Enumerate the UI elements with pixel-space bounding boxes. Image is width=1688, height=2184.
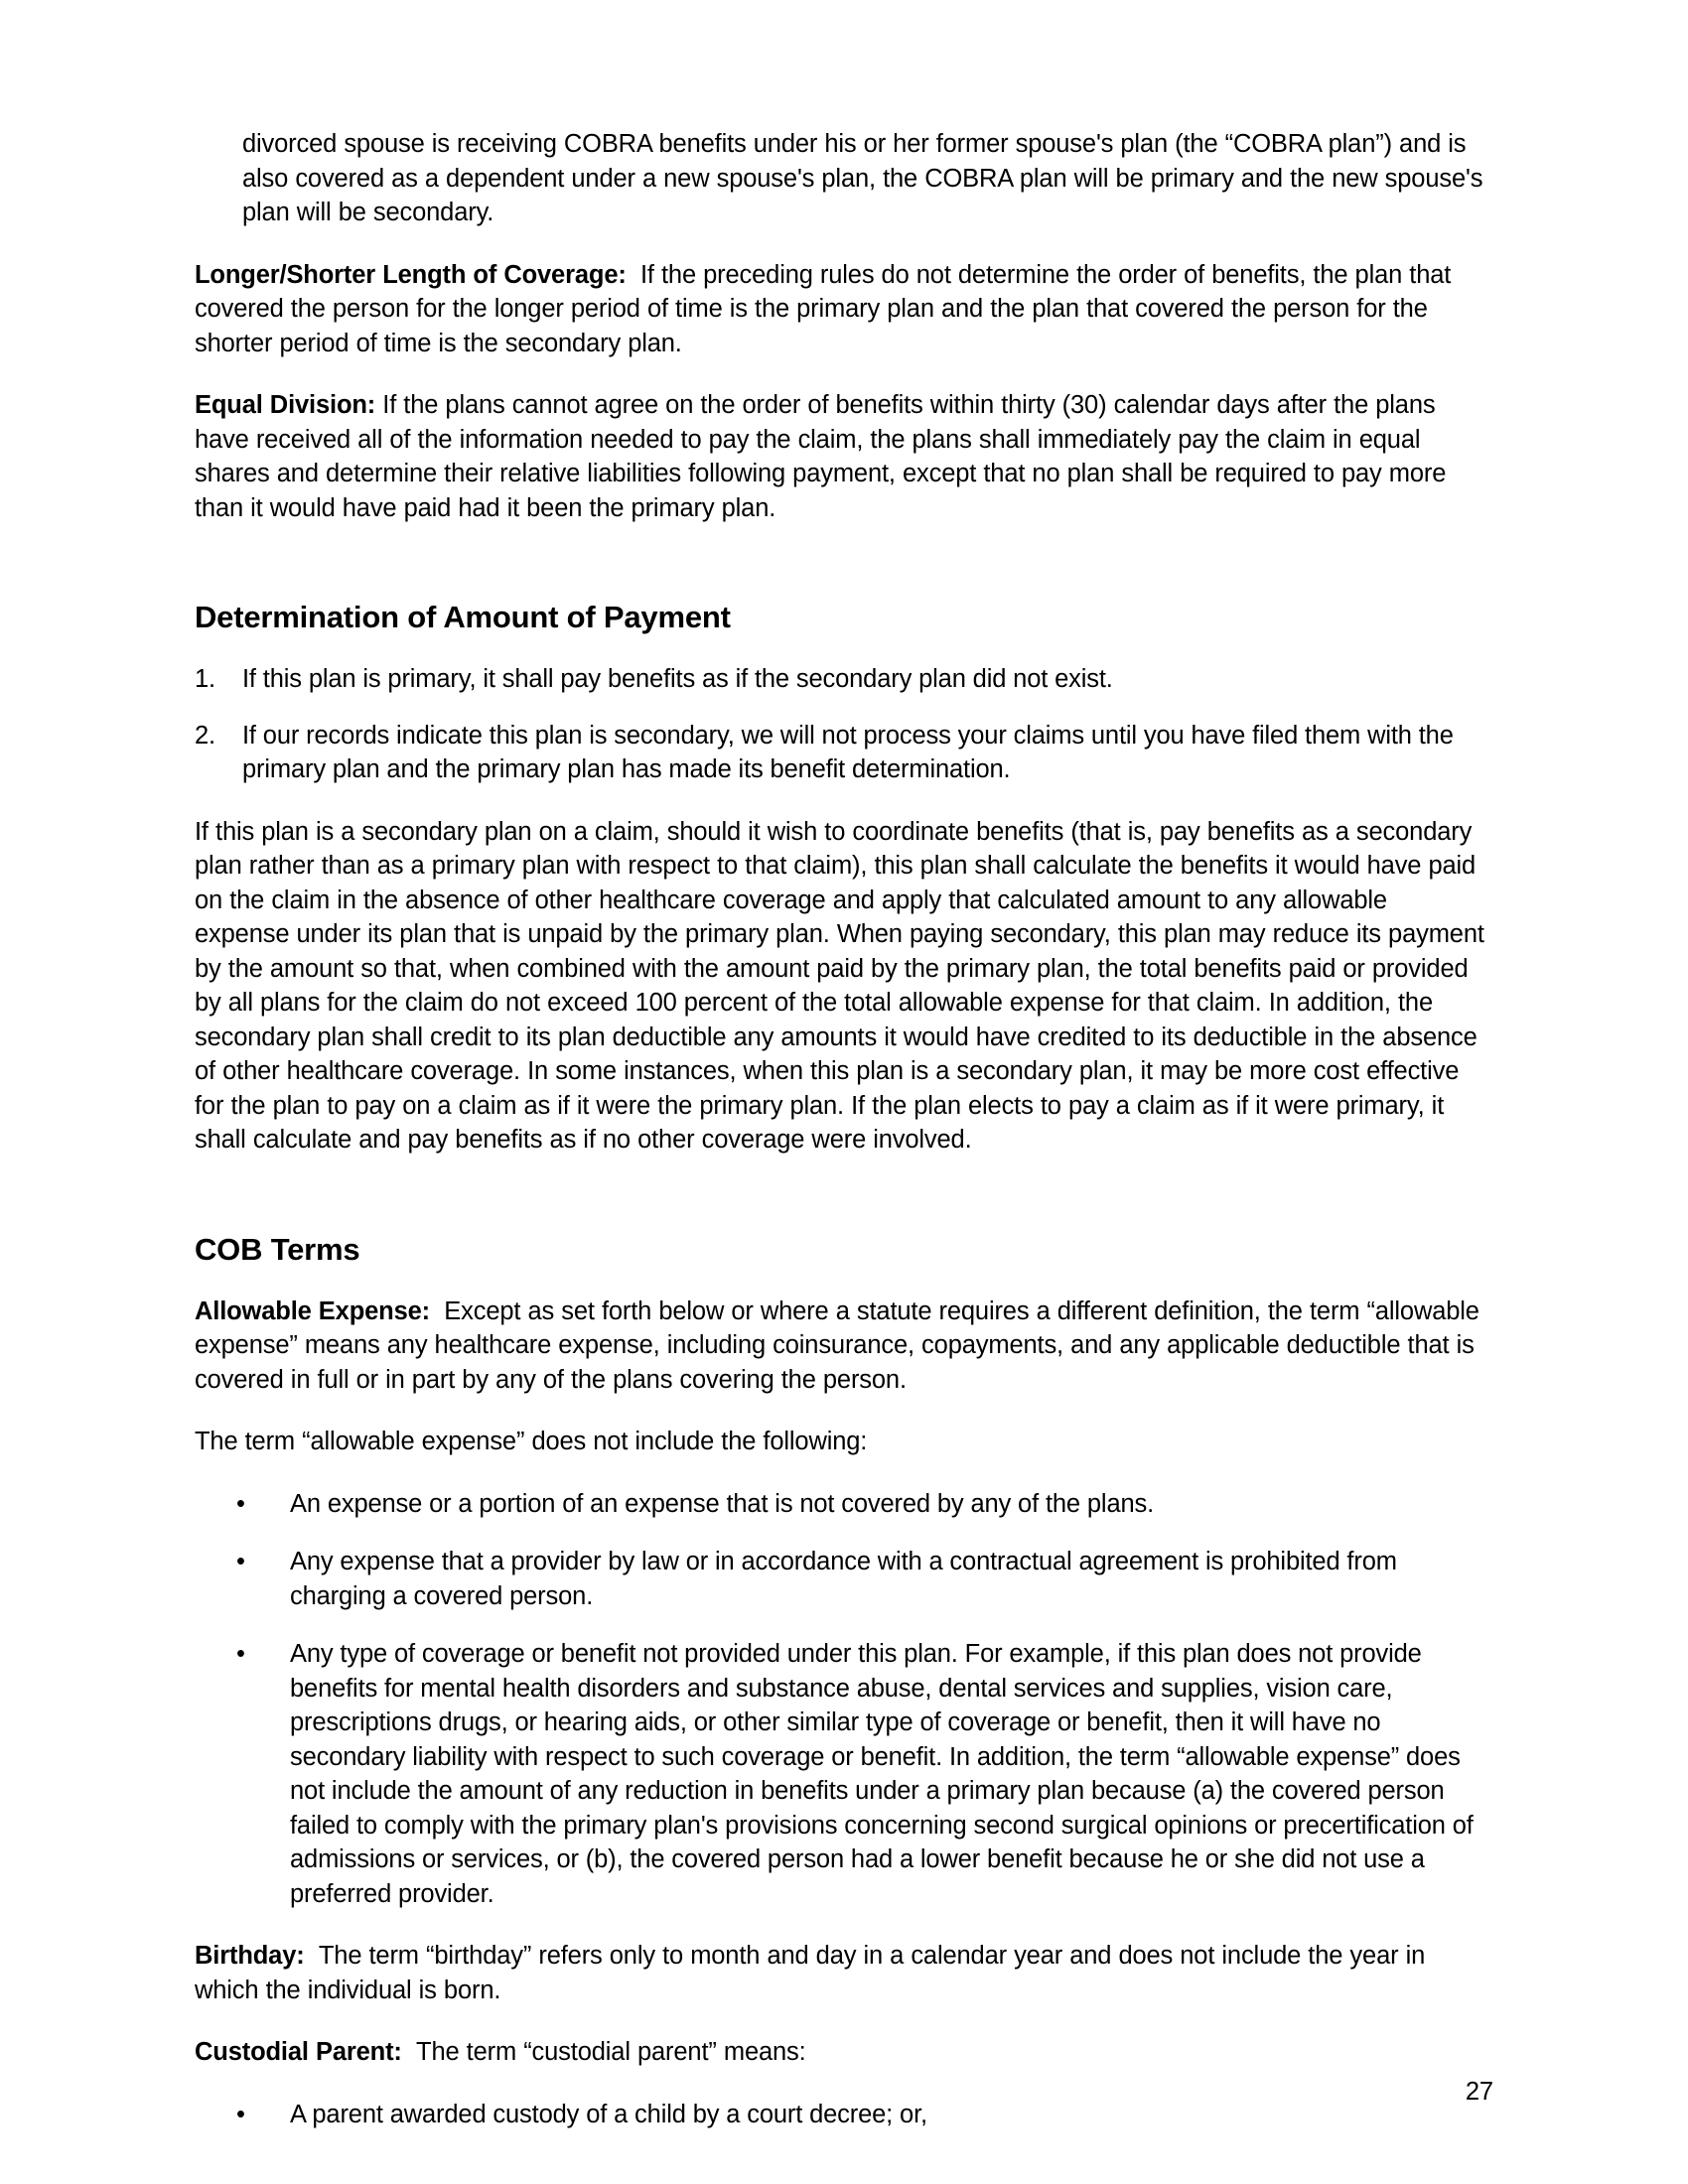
- longer-shorter-paragraph: [195, 258, 1485, 361]
- list-item: [195, 1545, 1485, 1613]
- determination-numbered-list: [195, 662, 1485, 787]
- longer-shorter-text: If the preceding rules do not determine the order of benefits, the plan that covered the person for the longer period of time is the primary plan and the plan that covered the person for the shorter period of time is the secondary plan.: [195, 260, 1452, 357]
- custodial-parent-lead: Custodial Parent:: [195, 2038, 402, 2066]
- bullet-icon: •: [236, 1640, 245, 1668]
- equal-division-lead: Equal Division:: [195, 391, 376, 419]
- list-item: [195, 1637, 1485, 1911]
- birthday-text: The term “birthday” refers only to month and day in a calendar year and does not include the year in which the individual is born.: [195, 1942, 1426, 2004]
- list-item: [195, 662, 1485, 697]
- list-item-text: An expense or a portion of an expense that is not covered by any of the plans.: [290, 1489, 1155, 1518]
- bullet-icon: •: [236, 1489, 245, 1518]
- list-item: [195, 1487, 1485, 1522]
- birthday-lead: Birthday:: [195, 1942, 305, 1970]
- intro-paragraph-text: divorced spouse is receiving COBRA benefits under his or her former spouse's plan (the “COBRA plan”) and is also covered as a dependent under a new spouse's plan, the COBRA plan will be primary and the new spouse's plan will be secondary.: [242, 130, 1483, 226]
- determination-body-paragraph: If this plan is a secondary plan on a claim, should it wish to coordinate benefits (that is, pay benefits as a secondary plan rather than as a primary plan with respect to that claim), this plan shall calculate the benefits it would have paid on the claim in the absence of other healthcare coverage and apply that calculated amount to any allowable expense under its plan that is unpaid by the primary plan. When paying secondary, this plan may reduce its payment by the amount so that, when combined with the amount paid by the primary plan, the total benefits paid or provided by all plans for the claim do not exceed 100 percent of the total allowable expense for that claim. In addition, the secondary plan shall credit to its plan deductible any amounts it would have credited to its deductible in the absence of other healthcare coverage. In some instances, when this plan is a secondary plan, it may be more cost effective for the plan to pay on a claim as if it were the primary plan. If the plan elects to pay a claim as if it were primary, it shall calculate and pay benefits as if no other coverage were involved.: [195, 817, 1484, 1154]
- spacer-before-determination: [195, 553, 1485, 599]
- list-item-marker: 1.: [195, 665, 215, 693]
- spacer-before-cob-terms: [195, 1185, 1485, 1231]
- bullet-icon: •: [236, 2100, 245, 2128]
- equal-division-text: If the plans cannot agree on the order of benefits within thirty (30) calendar days after the plans have received all of the information needed to pay the claim, the plans shall immediately pay the claim in equal shares and determine their relative liabilities following payment, except that no plan shall be required to pay more than it would have paid had it been the primary plan.: [195, 391, 1447, 522]
- list-item-text: If our records indicate this plan is secondary, we will not process your claims until you have filed them with the primary plan and the primary plan has made its benefit determination.: [242, 721, 1454, 783]
- birthday-paragraph: [195, 1939, 1485, 2007]
- cob-terms-heading: COB Terms: [195, 1231, 360, 1267]
- allowable-expense-text: Except as set forth below or where a statute requires a different definition, the term “allowable expense” means any healthcare expense, including coinsurance, copayments, and any applicable deductible that is covered in full or in part by any of the plans covering the person.: [195, 1297, 1479, 1394]
- list-item: [195, 719, 1485, 787]
- custodial-parent-paragraph: [195, 2035, 1485, 2070]
- allowable-expense-lead: Allowable Expense:: [195, 1297, 430, 1325]
- exclusion-intro-paragraph: The term “allowable expense” does not include the following:: [195, 1428, 868, 1455]
- list-item-text: Any expense that a provider by law or in accordance with a contractual agreement is prohibited from charging a covered person.: [290, 1548, 1397, 1610]
- determination-heading: Determination of Amount of Payment: [195, 600, 731, 634]
- allowable-expense-paragraph: [195, 1295, 1485, 1398]
- list-item-text: Any type of coverage or benefit not provided under this plan. For example, if this plan does not provide benefits for mental health disorders and substance abuse, dental services and supplies, vision care, prescriptions drugs, or hearing aids, or other similar type of coverage or benefit, then it will have no secondary liability with respect to such coverage or benefit. In addition, the term “allowable expense” does not include the amount of any reduction in benefits under a primary plan because (a) the covered person failed to comply with the primary plan's provisions concerning second surgical opinions or precertification of admissions or services, or (b), the covered person had a lower benefit because he or she did not use a preferred provider.: [290, 1640, 1474, 1908]
- exclusion-bullet-list: [195, 1487, 1485, 1912]
- page-number: 27: [1465, 2078, 1493, 2106]
- list-item: [195, 2098, 1485, 2132]
- custodial-bullet-list: [195, 2098, 1485, 2132]
- equal-division-paragraph: [195, 388, 1485, 525]
- custodial-parent-text: The term “custodial parent” means:: [416, 2038, 806, 2066]
- bullet-icon: •: [236, 1548, 245, 1575]
- page-content: [195, 127, 1485, 2159]
- longer-shorter-lead: Longer/Shorter Length of Coverage:: [195, 260, 627, 289]
- list-item-text: A parent awarded custody of a child by a court decree; or,: [290, 2100, 927, 2128]
- list-item-marker: 2.: [195, 721, 215, 750]
- intro-paragraph: [242, 127, 1485, 230]
- list-item-text: If this plan is primary, it shall pay benefits as if the secondary plan did not exist.: [242, 665, 1113, 693]
